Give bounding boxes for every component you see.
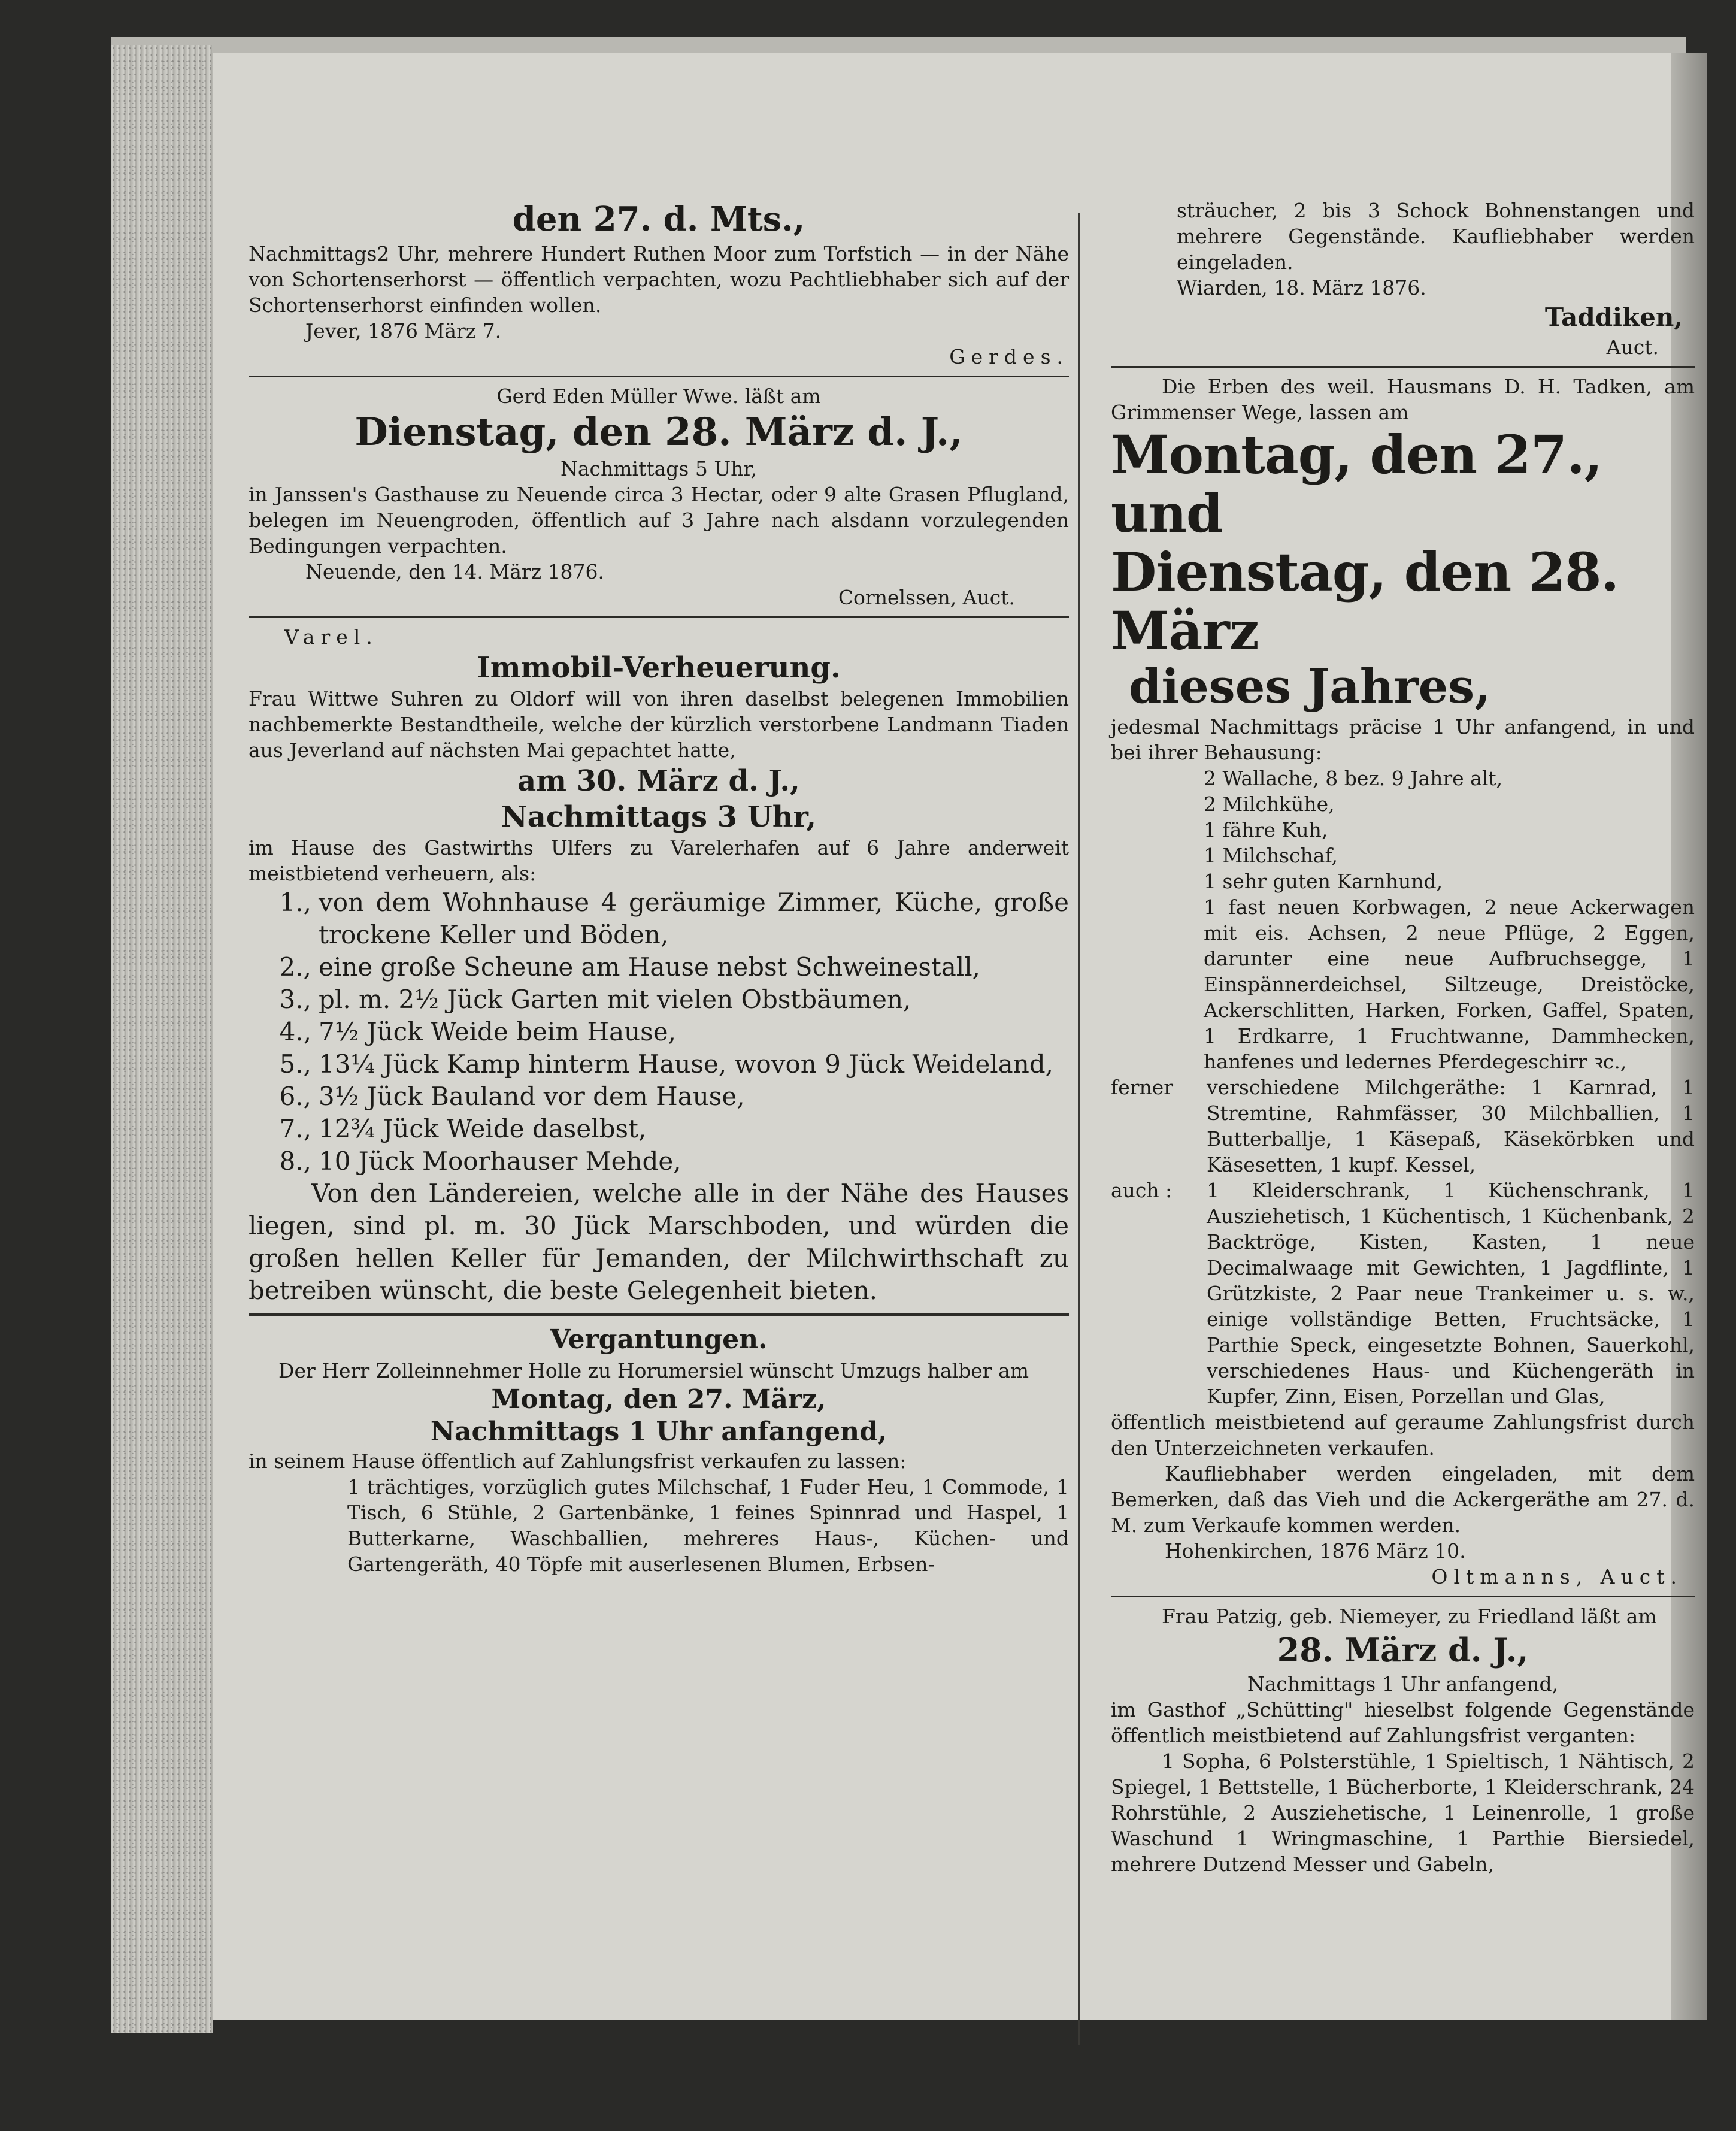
advert-body: im Gasthof „Schütting" hieselbst folgende Gegenstände öffentlich meistbietend auf Zahlungsfrist verganten:: [1111, 1698, 1695, 1747]
list-item: 4., 7½ Jück Weide beim Hause,: [279, 1017, 676, 1046]
list-item: 7., 12¾ Jück Weide daselbst,: [279, 1114, 647, 1143]
signature: Oltmanns, Auct.: [1431, 1565, 1683, 1588]
list-item: 2 Wallache, 8 bez. 9 Jahre alt,: [1204, 767, 1503, 790]
advert-patzig-auction: [1111, 1603, 1695, 1877]
time-heading: Nachmittags 1 Uhr anfangend,: [430, 1416, 887, 1447]
item-list: 1 trächtiges, vorzüglich gutes Milchschaf, 1 Fuder Heu, 1 Commode, 1 Tisch, 6 Stühle, 2 Gartenbänke, 1 feines Spinnrad und Haspel, 1 Butterkarne, Waschballien, mehreres Haus-, Küchen- und Gartengeräth, 40 Töpfe mit auserlesenen Blumen, Erbsen-: [347, 1475, 1069, 1576]
advert-body: in seinem Hause öffentlich auf Zahlungsfrist verkaufen zu lassen:: [249, 1449, 907, 1473]
date-heading: Montag, den 27. März,: [491, 1384, 826, 1415]
place-date: Hohenkirchen, 1876 März 10.: [1165, 1539, 1466, 1563]
item-list: 1 Sopha, 6 Polsterstühle, 1 Spieltisch, 1 Nähtisch, 2 Spiegel, 1 Bettstelle, 1 Bücherborte, 1 Kleiderschrank, 24 Rohrstühle, 2 Ausziehetische, 1 Leinenrolle, 1 große Waschund 1 Wringmaschine, 1 Parthie Biersiedel, mehrere Dutzend Messer und Gabeln,: [1111, 1749, 1695, 1876]
list-item: 1., von dem Wohnhause 4 geräumige Zimmer, Küche, große trockene Keller und Böden,: [279, 888, 1069, 949]
place-date: Jever, 1876 März 7.: [305, 319, 502, 343]
advert-estate-auction: [1111, 374, 1695, 1590]
ferner-row: [1111, 1074, 1695, 1178]
advert-pflugland-lease: [249, 383, 1069, 610]
separator: [249, 616, 1069, 618]
section-separator: [249, 1313, 1069, 1316]
advert-immobil: [249, 624, 1069, 1307]
column-divider: [1078, 213, 1080, 2045]
separator: [249, 376, 1069, 377]
advert-body: in Janssen's Gasthause zu Neuende circa 3 Hectar, oder 9 alte Grasen Pflugland, belegen im Neuengroden, öffentlich auf 3 Jahre nach alsdann vorzulegenden Bedingungen verpachten.: [249, 483, 1069, 558]
list-item: 2 Milchkühe,: [1204, 792, 1335, 816]
advert-heading: Immobil-Verheuerung.: [477, 651, 841, 685]
list-item: 6., 3½ Jück Bauland vor dem Hause,: [279, 1082, 745, 1111]
heading-line: Montag, den 27., und: [1111, 423, 1602, 544]
place-label: Varel.: [284, 625, 378, 649]
list-item: 2., eine große Scheune am Hause nebst Schweinestall,: [279, 952, 981, 982]
heading-line: dieses Jahres,: [1129, 659, 1491, 714]
advert-intro: Frau Wittwe Suhren zu Oldorf will von ihren daselbst belegenen Immobilien nachbemerkte Bestandtheile, welche der kürzlich verstorbene Landmann Tiaden aus Jeverland auf nächsten Mai gepachtet hatte,: [249, 687, 1069, 762]
advert-body: Nachmittags2 Uhr, mehrere Hundert Ruthen Moor zum Torfstich — in der Nähe von Schortenserhorst — öffentlich verpachten, wozu Pachtliebhaber sich auf der Schortenserhorst einfinden wollen.: [249, 242, 1069, 317]
place-date: Wiarden, 18. März 1876.: [1177, 276, 1426, 299]
list-item: 1 Milchschaf,: [1204, 844, 1338, 867]
list-item: 1 sehr guten Karnhund,: [1204, 870, 1443, 893]
property-list: [249, 886, 1069, 1178]
left-column: [249, 198, 1069, 1577]
advert-intro: Gerd Eden Müller Wwe. läßt am: [496, 385, 821, 408]
separator: [1111, 366, 1695, 368]
advert-intro: Der Herr Zolleinnehmer Holle zu Horumersiel wünscht Umzugs halber am: [278, 1359, 1029, 1382]
list-item: 1 fähre Kuh,: [1204, 818, 1328, 841]
row-label: auch :: [1111, 1179, 1173, 1202]
separator: [1111, 1596, 1695, 1597]
place-date: Neuende, den 14. März 1876.: [305, 560, 605, 583]
row-label: ferner: [1111, 1076, 1174, 1099]
advert-closing: Von den Ländereien, welche alle in der Nähe des Hauses liegen, sind pl. m. 30 Jück Marschboden, und würden die großen hellen Keller für Jemanden, der Milchwirthschaft zu betreiben wünscht, die beste Gelegenheit bieten.: [249, 1179, 1069, 1305]
advert-moor-lease: [249, 198, 1069, 370]
heading-line: Dienstag, den 28. März: [1111, 541, 1619, 662]
date-heading: den 27. d. Mts.,: [512, 199, 805, 239]
advert-closing: öffentlich meistbietend auf geraume Zahlungsfrist durch den Unterzeichneten verkaufen.: [1111, 1410, 1695, 1460]
list-item: 3., pl. m. 2½ Jück Garten mit vielen Obstbäumen,: [279, 985, 911, 1014]
row-text: 1 Kleiderschrank, 1 Küchenschrank, 1 Ausziehetisch, 1 Küchentisch, 1 Küchenbank, 2 Backtröge, Kisten, Kasten, 1 neue Decimalwaage mit Gewichten, 1 Jagdflinte, 1 Grützkiste, 2 Paar neue Trankeimer u. s. w., einige vollständige Betten, Fruchtsäcke, 1 Parthie Speck, eingesetzte Bohnen, Sauerkohl, verschiedenes Haus- und Küchengeräth in Kupfer, Zinn, Eisen, Porzellan und Glas,: [1207, 1179, 1695, 1408]
date-heading: Dienstag, den 28. März d. J.,: [355, 410, 963, 455]
time: Nachmittags 5 Uhr,: [560, 457, 758, 480]
advert-continuation: [1111, 198, 1695, 360]
date-heading: am 30. März d. J.,: [517, 764, 800, 798]
section-heading: Vergantungen.: [550, 1324, 768, 1355]
time-heading: Nachmittags 3 Uhr,: [501, 800, 817, 834]
signature: Cornelssen, Auct.: [838, 586, 1015, 609]
signature-name: Taddiken,: [1544, 302, 1683, 332]
advert-note: Kaufliebhaber werden eingeladen, mit dem Bemerken, daß das Vieh und die Ackergeräthe am 27. d. M. zum Verkaufe kommen werden.: [1111, 1462, 1695, 1537]
time: Nachmittags 1 Uhr anfangend,: [1247, 1672, 1559, 1696]
list-item: 8., 10 Jück Moorhauser Mehde,: [279, 1146, 681, 1176]
list-item: 1 fast neuen Korbwagen, 2 neue Ackerwagen mit eis. Achsen, 2 neue Pflüge, 2 Eggen, darunter eine neue Aufbruchsegge, 1 Einspännerdeichsel, Siltzeuge, Dreistöcke, Ackerschlitten, Harken, Forken, Gaffel, Spaten, 1 Erdkarre, 1 Fruchtwanne, Dammhecken, hanfenes und ledernes Pferdegeschirr ꝛc.,: [1204, 895, 1695, 1073]
signature: Gerdes.: [949, 345, 1069, 368]
row-text: verschiedene Milchgeräthe: 1 Karnrad, 1 Stremtine, Rahmfässer, 30 Milchballien, 1 Butterballje, 1 Käsepaß, Käsekörbken und Käsesetten, 1 kupf. Kessel,: [1207, 1076, 1695, 1176]
book-edge-speckle: [111, 45, 213, 2033]
list-item: 5., 13¼ Jück Kamp hinterm Hause, wovon 9 Jück Weideland,: [279, 1049, 1054, 1079]
right-column: [1111, 198, 1695, 1877]
advert-body: jedesmal Nachmittags präcise 1 Uhr anfangend, in und bei ihrer Behausung:: [1111, 715, 1695, 764]
auch-row: [1111, 1178, 1695, 1409]
advert-body: im Hause des Gastwirths Ulfers zu Varelerhafen auf 6 Jahre anderweit meistbietend verheuern, als:: [249, 836, 1069, 885]
continued-text: sträucher, 2 bis 3 Schock Bohnenstangen und mehrere Gegenstände. Kaufliebhaber werden eingeladen.: [1177, 199, 1695, 274]
advert-intro: Frau Patzig, geb. Niemeyer, zu Friedland läßt am: [1162, 1605, 1657, 1628]
livestock-list: [1111, 765, 1695, 1074]
date-heading: 28. März d. J.,: [1277, 1631, 1529, 1669]
section-vergantungen: [249, 1322, 1069, 1577]
signature-title: Auct.: [1606, 335, 1659, 359]
advert-intro: Die Erben des weil. Hausmans D. H. Tadken, am Grimmenser Wege, lassen am: [1111, 375, 1695, 424]
